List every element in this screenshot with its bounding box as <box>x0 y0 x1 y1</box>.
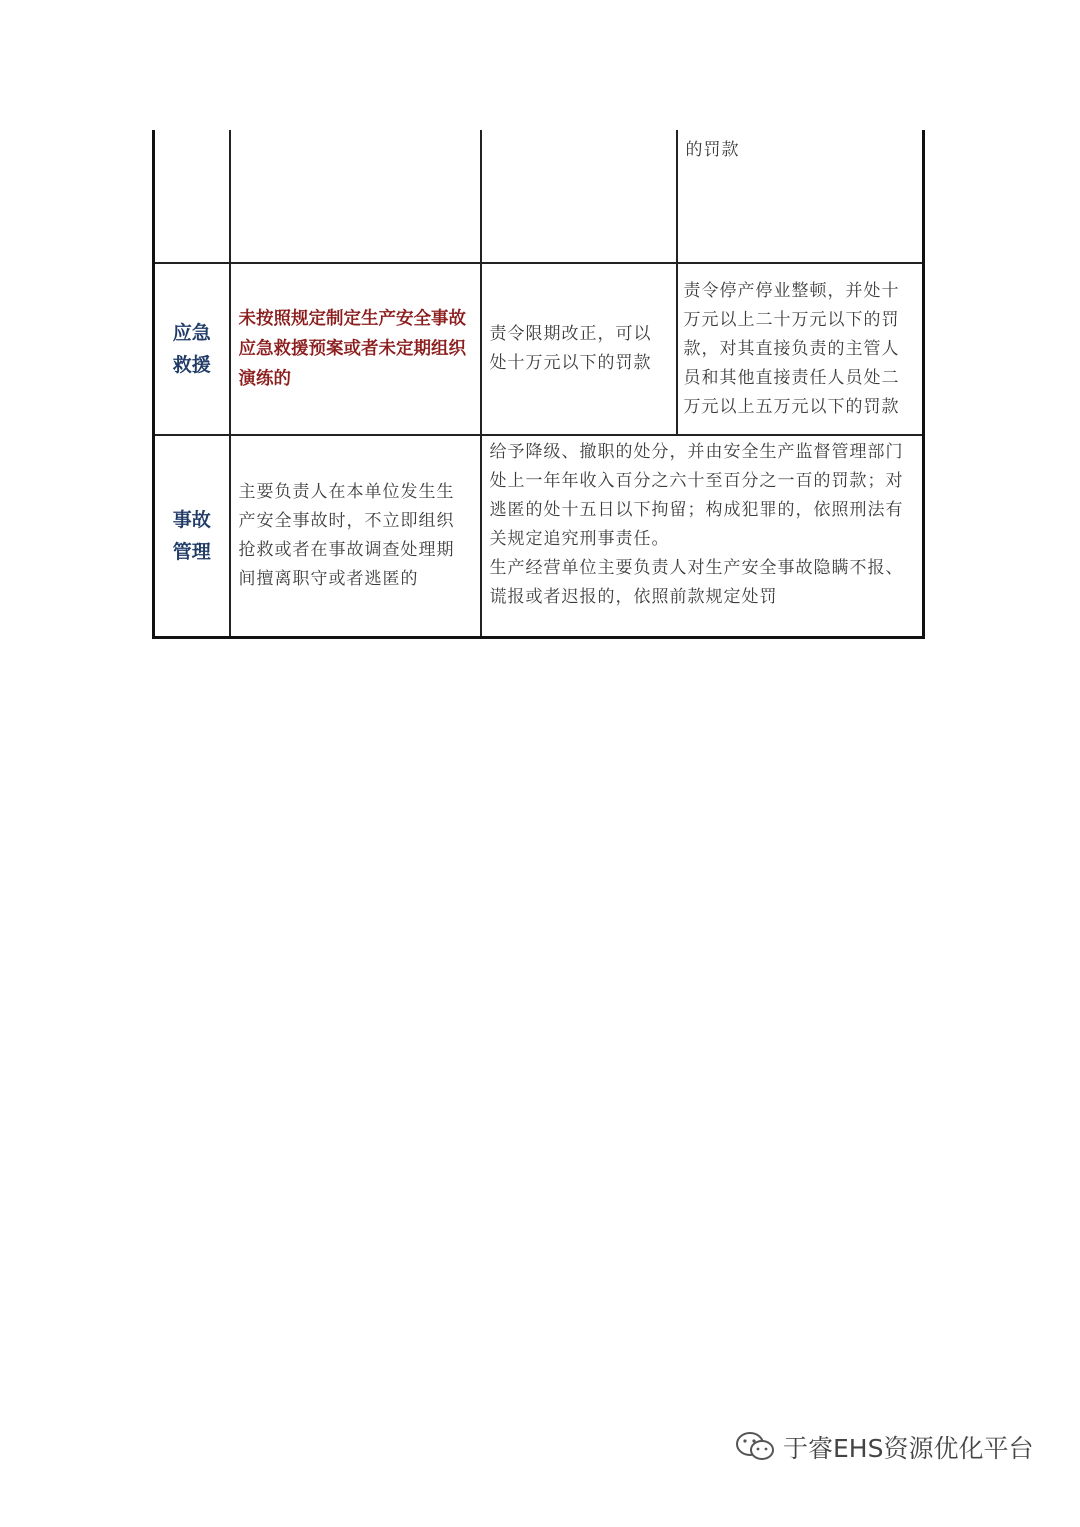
table-row-accident <box>154 435 924 637</box>
category-cell-emergency <box>154 263 230 435</box>
violation-cell-continued <box>230 130 481 263</box>
violation-text: 主要负责人在本单位发生生产安全事故时，不立即组织抢救或者在事故调查处理期间擅离职守或者逃匿的 <box>238 481 455 589</box>
penalty-second-text: 的罚款 <box>685 140 740 160</box>
penalty-first-cell-emergency <box>481 263 677 435</box>
penalty-paragraph-2: 生产经营单位主要负责人对生产安全事故隐瞒不报、谎报或者迟报的，依照前款规定处罚 <box>489 558 904 607</box>
penalty-paragraph-1: 给予降级、撤职的处分，并由安全生产监督管理部门处上一年年收入百分之六十至百分之一百的罚款；对逃匿的处十五日以下拘留；构成犯罪的，依照刑法有关规定追究刑事责任。 <box>489 442 904 549</box>
penalty-first-cell-continued <box>481 130 677 263</box>
penalty-first-text: 责令限期改正，可以处十万元以下的罚款 <box>489 324 652 373</box>
violation-cell-emergency <box>230 263 481 435</box>
wechat-icon <box>735 1430 775 1464</box>
penalty-table <box>152 130 925 639</box>
category-label-line1: 事故 <box>172 508 211 531</box>
penalty-second-text: 责令停产停业整顿，并处十万元以上二十万元以下的罚款，对其直接负责的主管人员和其他直接责任人员处二万元以上五万元以下的罚款 <box>683 280 900 417</box>
penalty-second-cell-emergency <box>677 263 924 435</box>
violation-text: 未按照规定制定生产安全事故应急救援预案或者未定期组织演练的 <box>238 309 466 389</box>
penalty-merged-cell-accident <box>481 435 924 637</box>
watermark <box>735 1427 1033 1467</box>
table-row-continued <box>154 130 924 263</box>
table-row-emergency <box>154 263 924 435</box>
category-label-line1: 应急 <box>172 322 211 344</box>
watermark-text: 于睿EHS资源优化平台 <box>783 1434 1034 1463</box>
category-cell-accident <box>154 435 230 637</box>
category-label-line2: 救援 <box>172 354 211 376</box>
violation-cell-accident <box>230 435 481 637</box>
category-label-line2: 管理 <box>172 540 211 563</box>
category-cell-continued <box>154 130 230 263</box>
penalty-second-cell-continued <box>677 130 924 263</box>
